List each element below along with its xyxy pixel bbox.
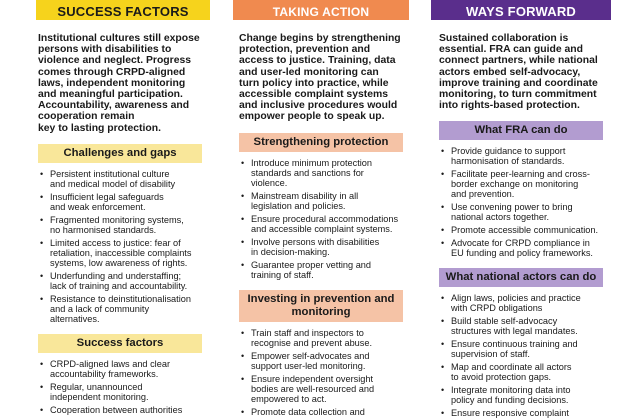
- intro-line: access to justice. Training, data: [239, 55, 396, 67]
- column-ways-forward: [431, 0, 611, 420]
- list-item: • Align laws, policies and practice with CRPD obligations: [439, 293, 611, 313]
- list-item: • Persistent institutional culture and medical model of disability: [38, 169, 218, 189]
- intro-line: key to lasting protection.: [38, 122, 161, 134]
- intro-line: actors embed self-advocacy,: [439, 66, 581, 78]
- list-item: • Integrate monitoring data into policy and funding decisions.: [439, 385, 611, 405]
- section-header: Investing in prevention and monitoring: [239, 290, 403, 322]
- intro-line: and inclusive procedures would: [239, 100, 398, 112]
- sections: [431, 121, 611, 418]
- intro-line: comes through CRPD-aligned: [38, 66, 186, 78]
- section-header: Strengthening protection: [239, 133, 403, 152]
- intro-line: and user-led monitoring can: [239, 66, 379, 78]
- list-item: • Provide guidance to support harmonisation of standards.: [439, 146, 611, 166]
- list-item: • CRPD-aligned laws and clear accountability frameworks.: [38, 359, 218, 379]
- list-item: • Mainstream disability in all legislation and policies.: [239, 191, 411, 211]
- list-item: • Map and coordinate all actors to avoid protection gaps.: [439, 362, 611, 382]
- intro-line: Change begins by strengthening: [239, 33, 401, 44]
- list-item: • Facilitate peer-learning and cross- border exchange on monitoring and prevention.: [439, 169, 611, 199]
- list-item: • Insufficient legal safeguards and weak enforcement.: [38, 192, 218, 212]
- sections: [28, 144, 218, 415]
- intro-line: persons with disabilities to: [38, 44, 172, 56]
- list-item: • Ensure responsive complaint: [439, 408, 611, 418]
- intro-line: turn policy into practice, while: [239, 77, 389, 89]
- list-item: • Use convening power to bring national actors together.: [439, 202, 611, 222]
- list-item: • Promote data collection and: [239, 407, 411, 417]
- intro-line: improve training and coordinate: [439, 77, 598, 89]
- intro-line: laws, independent monitoring: [38, 77, 186, 89]
- section-header: Success factors: [38, 334, 202, 353]
- bullet-list: [231, 158, 411, 280]
- section-header: What national actors can do: [439, 268, 603, 287]
- intro-line: accessible complaint systems: [239, 89, 389, 101]
- banner-success-factors: SUCCESS FACTORS: [36, 0, 210, 20]
- intro-line: cooperation remain: [38, 111, 135, 123]
- sections: [231, 133, 411, 417]
- list-item: • Ensure procedural accommodations and accessible complaint systems.: [239, 214, 411, 234]
- bullet-list: [28, 169, 218, 324]
- list-item: • Ensure continuous training and supervision of staff.: [439, 339, 611, 359]
- list-item: • Underfunding and understaffing; lack of training and accountability.: [38, 271, 218, 291]
- list-item: • Promote accessible communication.: [439, 225, 611, 235]
- list-item: • Regular, unannounced independent monitoring.: [38, 382, 218, 402]
- list-item: • Build stable self-advocacy structures with legal mandates.: [439, 316, 611, 336]
- intro-text: [38, 33, 218, 134]
- list-item: • Train staff and inspectors to recognise and prevent abuse.: [239, 328, 411, 348]
- section-header: Challenges and gaps: [38, 144, 202, 163]
- column-taking-action: [231, 0, 411, 420]
- list-item: • Fragmented monitoring systems, no harmonised standards.: [38, 215, 218, 235]
- intro-line: into rights-based protection.: [439, 100, 580, 112]
- intro-line: protection, prevention and: [239, 44, 371, 56]
- list-item: • Involve persons with disabilities in decision-making.: [239, 237, 411, 257]
- section-header: What FRA can do: [439, 121, 603, 140]
- bullet-list: [28, 359, 218, 415]
- intro-line: and meaningful participation.: [38, 89, 183, 101]
- list-item: • Advocate for CRPD compliance in EU funding and policy frameworks.: [439, 238, 611, 258]
- intro-line: violence and neglect. Progress: [38, 55, 192, 67]
- intro-line: monitoring, to turn commitment: [439, 89, 597, 101]
- intro-line: empower people to speak up.: [239, 111, 385, 123]
- banner-ways-forward: WAYS FORWARD: [431, 0, 611, 20]
- intro-line: Accountability, awareness and: [38, 100, 190, 112]
- list-item: • Empower self-advocates and support user-led monitoring.: [239, 351, 411, 371]
- list-item: • Resistance to deinstitutionalisation and a lack of community alternatives.: [38, 294, 218, 324]
- banner-taking-action: TAKING ACTION: [233, 0, 409, 20]
- list-item: • Ensure independent oversight bodies are well-resourced and empowered to act.: [239, 374, 411, 404]
- intro-line: Sustained collaboration is: [439, 33, 569, 44]
- list-item: • Introduce minimum protection standards and sanctions for violence.: [239, 158, 411, 188]
- list-item: • Cooperation between authorities: [38, 405, 218, 415]
- intro-line: connect partners, while national: [439, 55, 598, 67]
- intro-text: [439, 33, 611, 111]
- list-item: • Guarantee proper vetting and training of staff.: [239, 260, 411, 280]
- intro-text: [239, 33, 411, 123]
- intro-line: Institutional cultures still expose: [38, 33, 200, 44]
- bullet-list: [431, 293, 611, 418]
- bullet-list: [431, 146, 611, 258]
- bullet-list: [231, 328, 411, 417]
- list-item: • Limited access to justice: fear of retaliation, inaccessible complaints systems, low awareness of rights.: [38, 238, 218, 268]
- intro-line: essential. FRA can guide and: [439, 44, 583, 56]
- column-success-factors: [28, 0, 218, 420]
